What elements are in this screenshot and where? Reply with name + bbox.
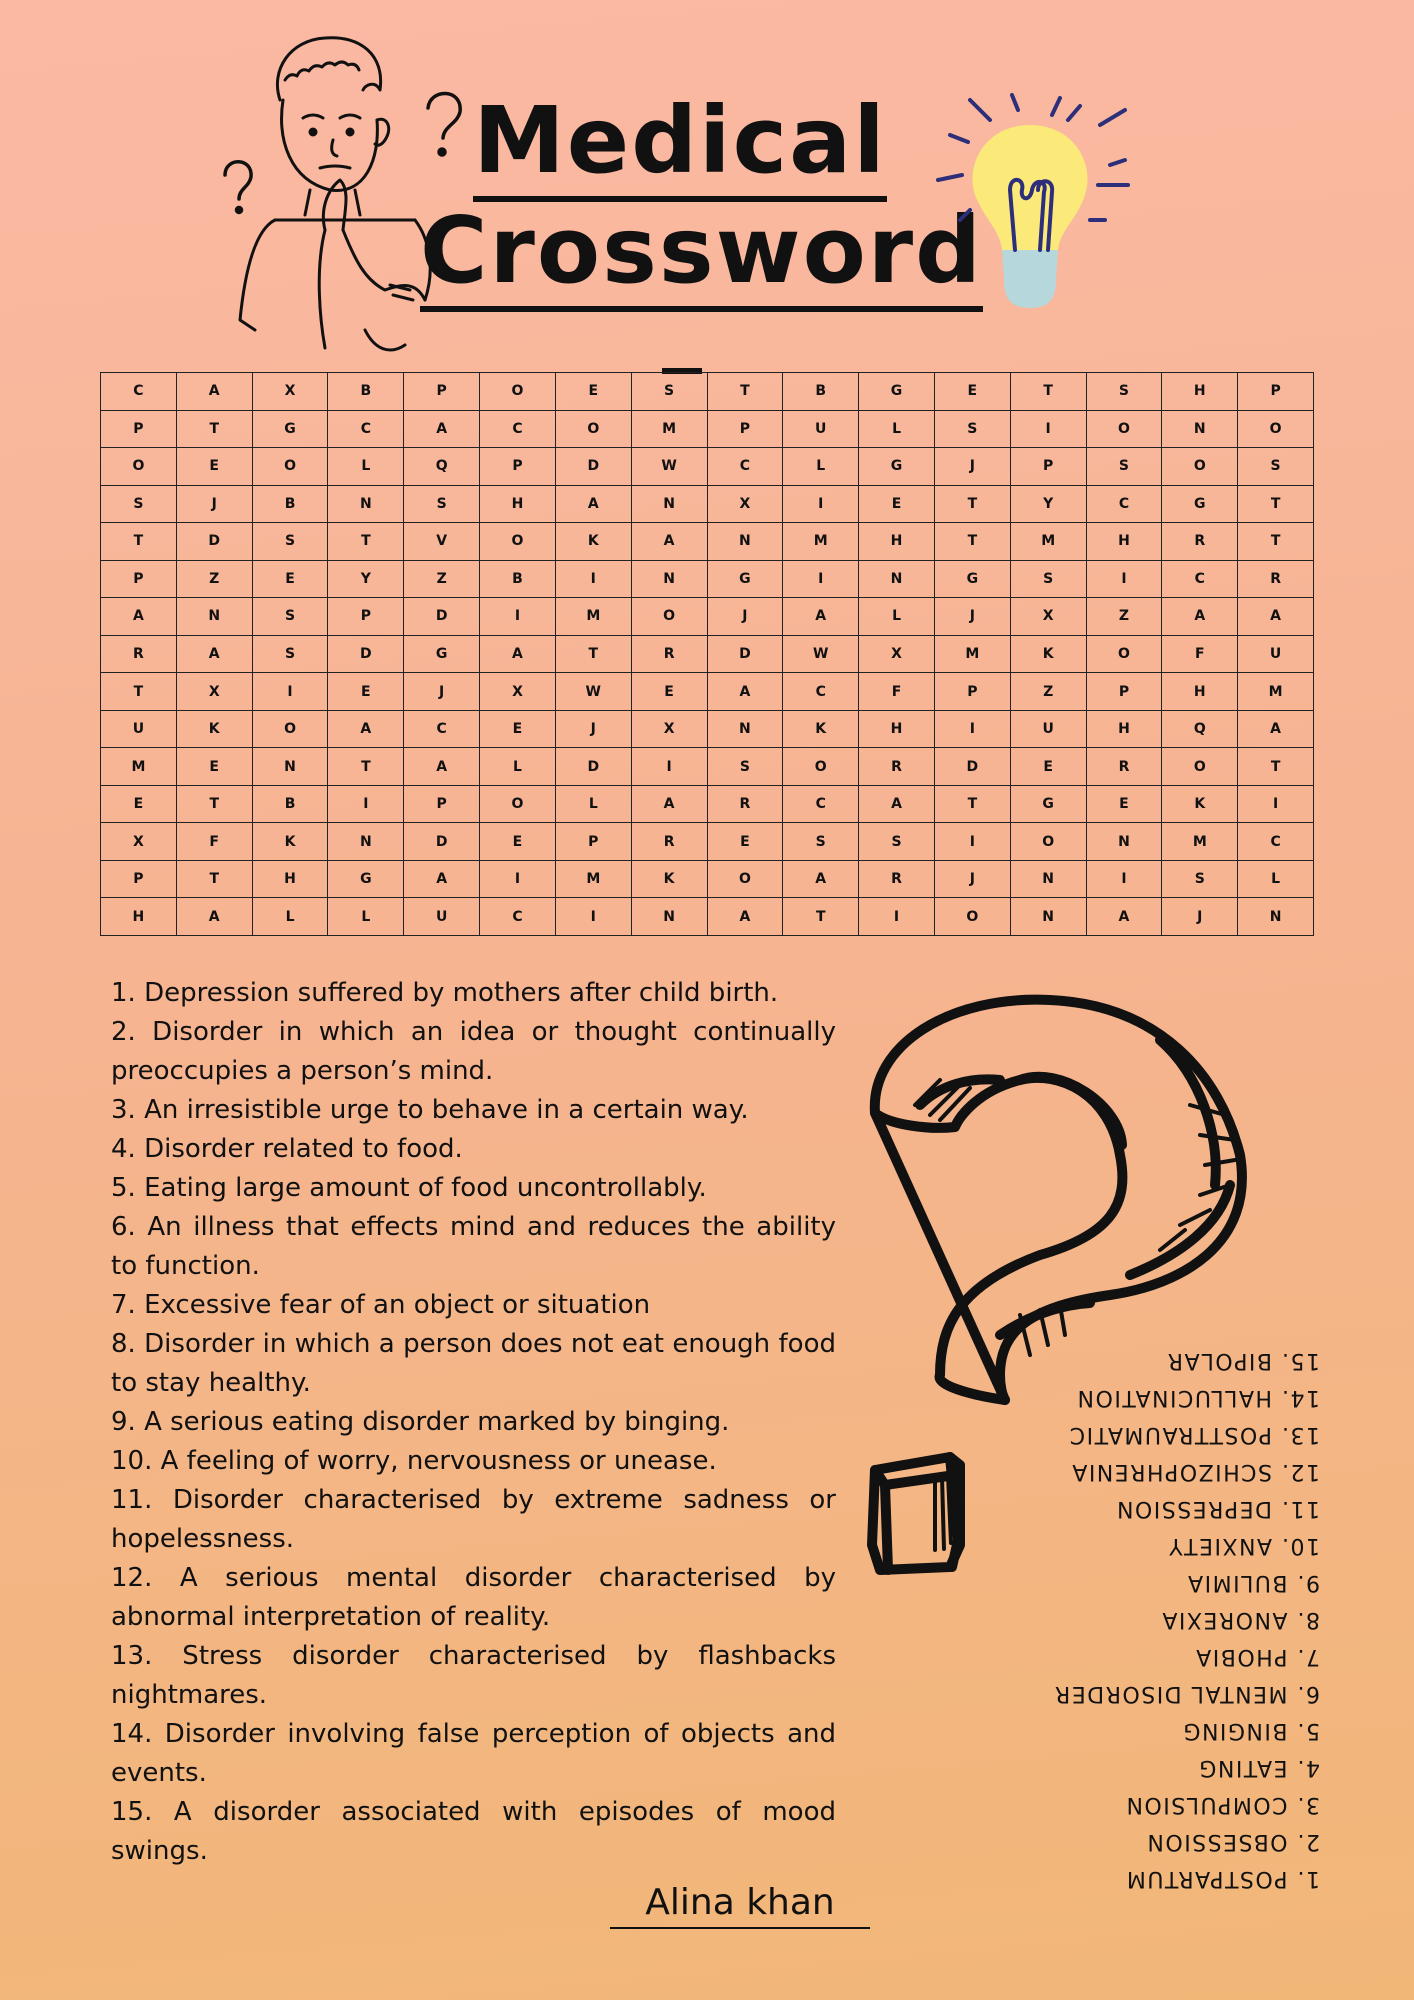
- grid-cell: S: [783, 823, 859, 861]
- clue-item: 11. Disorder characterised by extreme sadness or hopelessness.: [111, 1485, 836, 1554]
- grid-cell: X: [631, 710, 707, 748]
- grid-cell: E: [480, 710, 556, 748]
- grid-cell: D: [328, 635, 404, 673]
- answer-item: 12. SCHIZOPHRENIA: [1070, 1459, 1320, 1484]
- grid-row: [101, 748, 1314, 786]
- grid-cell: T: [176, 785, 252, 823]
- grid-cell: A: [1238, 710, 1314, 748]
- grid-cell: H: [480, 485, 556, 523]
- grid-cell: O: [934, 898, 1010, 936]
- grid-cell: J: [404, 673, 480, 711]
- grid-cell: E: [176, 448, 252, 486]
- grid-cell: H: [1162, 673, 1238, 711]
- grid-row: [101, 598, 1314, 636]
- grid-cell: X: [252, 373, 328, 411]
- clue-item: 9. A serious eating disorder marked by binging.: [111, 1407, 730, 1437]
- grid-cell: M: [1238, 673, 1314, 711]
- grid-cell: I: [783, 485, 859, 523]
- grid-cell: A: [176, 635, 252, 673]
- grid-row: [101, 635, 1314, 673]
- grid-cell: C: [1238, 823, 1314, 861]
- grid-cell: I: [631, 748, 707, 786]
- grid-cell: U: [404, 898, 480, 936]
- grid-cell: Z: [1086, 598, 1162, 636]
- grid-cell: H: [101, 898, 177, 936]
- grid-cell: L: [783, 448, 859, 486]
- grid-cell: I: [783, 560, 859, 598]
- answer-item: 5. BINGING: [1181, 1718, 1320, 1743]
- grid-cell: E: [859, 485, 935, 523]
- grid-cell: G: [934, 560, 1010, 598]
- grid-cell: C: [783, 785, 859, 823]
- grid-cell: S: [934, 410, 1010, 448]
- grid-cell: A: [707, 898, 783, 936]
- grid-cell: Z: [1010, 673, 1086, 711]
- grid-cell: I: [1086, 860, 1162, 898]
- answer-item: 1. POSTPARTUM: [1125, 1866, 1320, 1891]
- grid-row: [101, 373, 1314, 411]
- grid-cell: L: [480, 748, 556, 786]
- grid-cell: H: [252, 860, 328, 898]
- grid-cell: G: [1010, 785, 1086, 823]
- lightbulb-icon: [930, 90, 1140, 330]
- grid-cell: D: [404, 598, 480, 636]
- grid-cell: P: [1010, 448, 1086, 486]
- grid-cell: O: [707, 860, 783, 898]
- grid-cell: Y: [1010, 485, 1086, 523]
- grid-cell: A: [707, 673, 783, 711]
- grid-cell: S: [707, 748, 783, 786]
- grid-cell: I: [1010, 410, 1086, 448]
- grid-cell: M: [555, 860, 631, 898]
- grid-cell: T: [1238, 748, 1314, 786]
- grid-cell: E: [252, 560, 328, 598]
- grid-row: [101, 523, 1314, 561]
- grid-cell: G: [1162, 485, 1238, 523]
- answer-item: 8. ANOREXIA: [1160, 1607, 1320, 1632]
- grid-cell: L: [859, 410, 935, 448]
- grid-cell: A: [176, 898, 252, 936]
- grid-cell: T: [707, 373, 783, 411]
- grid-cell: S: [404, 485, 480, 523]
- grid-cell: E: [1086, 785, 1162, 823]
- grid-cell: R: [631, 635, 707, 673]
- grid-cell: R: [707, 785, 783, 823]
- grid-cell: O: [480, 523, 556, 561]
- title-line-1: Medical: [473, 87, 887, 202]
- grid-cell: T: [934, 785, 1010, 823]
- grid-cell: N: [631, 560, 707, 598]
- grid-row: [101, 448, 1314, 486]
- grid-cell: A: [859, 785, 935, 823]
- grid-cell: S: [1086, 448, 1162, 486]
- grid-cell: O: [1010, 823, 1086, 861]
- answer-item: 13. POSTTRAUMATIC: [1068, 1422, 1320, 1447]
- grid-cell: L: [859, 598, 935, 636]
- grid-cell: S: [859, 823, 935, 861]
- grid-cell: C: [707, 448, 783, 486]
- grid-cell: X: [859, 635, 935, 673]
- grid-cell: D: [404, 823, 480, 861]
- grid-cell: R: [859, 860, 935, 898]
- grid-cell: U: [1238, 635, 1314, 673]
- grid-cell: A: [631, 785, 707, 823]
- grid-cell: T: [101, 673, 177, 711]
- grid-cell: S: [252, 635, 328, 673]
- grid-cell: K: [1162, 785, 1238, 823]
- grid-cell: N: [631, 485, 707, 523]
- grid-cell: H: [859, 523, 935, 561]
- grid-cell: G: [859, 373, 935, 411]
- grid-row: [101, 785, 1314, 823]
- title-line-2: Crossword: [420, 197, 983, 312]
- grid-cell: X: [480, 673, 556, 711]
- grid-cell: N: [176, 598, 252, 636]
- grid-cell: E: [480, 823, 556, 861]
- grid-cell: C: [1162, 560, 1238, 598]
- grid-cell: L: [555, 785, 631, 823]
- grid-cell: R: [1086, 748, 1162, 786]
- grid-cell: J: [555, 710, 631, 748]
- grid-cell: M: [1162, 823, 1238, 861]
- grid-cell: P: [404, 785, 480, 823]
- grid-cell: O: [252, 710, 328, 748]
- grid-cell: S: [1086, 373, 1162, 411]
- grid-cell: D: [934, 748, 1010, 786]
- clue-item: 5. Eating large amount of food uncontrollably.: [111, 1173, 707, 1203]
- grid-cell: S: [1238, 448, 1314, 486]
- grid-cell: E: [328, 673, 404, 711]
- grid-cell: O: [783, 748, 859, 786]
- grid-cell: A: [404, 410, 480, 448]
- grid-cell: K: [631, 860, 707, 898]
- grid-cell: X: [176, 673, 252, 711]
- grid-cell: B: [252, 785, 328, 823]
- word-search-grid: [100, 372, 1314, 936]
- grid-cell: T: [934, 523, 1010, 561]
- clue-item: 12. A serious mental disorder characterised by abnormal interpretation of reality.: [111, 1563, 836, 1632]
- grid-cell: T: [101, 523, 177, 561]
- grid-cell: G: [859, 448, 935, 486]
- grid-cell: L: [252, 898, 328, 936]
- answer-item: 7. PHOBIA: [1194, 1644, 1320, 1669]
- answer-item: 6. MENTAL DISORDER: [1053, 1681, 1320, 1706]
- clue-item: 6. An illness that effects mind and reduces the ability to function.: [111, 1212, 836, 1281]
- grid-cell: N: [707, 523, 783, 561]
- grid-cell: N: [707, 710, 783, 748]
- grid-cell: C: [404, 710, 480, 748]
- grid-row: [101, 860, 1314, 898]
- clue-item: 2. Disorder in which an idea or thought continually preoccupies a person’s mind.: [111, 1017, 836, 1086]
- grid-cell: O: [101, 448, 177, 486]
- answer-item: 2. OBSESSION: [1145, 1829, 1320, 1854]
- grid-cell: I: [555, 560, 631, 598]
- answer-item: 4. EATING: [1197, 1755, 1320, 1780]
- grid-cell: A: [404, 860, 480, 898]
- grid-cell: J: [934, 598, 1010, 636]
- grid-row: [101, 710, 1314, 748]
- grid-cell: T: [328, 523, 404, 561]
- grid-cell: B: [328, 373, 404, 411]
- grid-cell: E: [555, 373, 631, 411]
- grid-cell: K: [252, 823, 328, 861]
- grid-cell: I: [480, 598, 556, 636]
- grid-cell: B: [783, 373, 859, 411]
- grid-cell: G: [252, 410, 328, 448]
- grid-row: [101, 823, 1314, 861]
- grid-cell: I: [1086, 560, 1162, 598]
- grid-cell: C: [480, 898, 556, 936]
- grid-cell: O: [555, 410, 631, 448]
- grid-cell: M: [934, 635, 1010, 673]
- grid-cell: B: [252, 485, 328, 523]
- grid-cell: Z: [176, 560, 252, 598]
- grid-cell: C: [1086, 485, 1162, 523]
- grid-cell: S: [252, 598, 328, 636]
- grid-cell: F: [859, 673, 935, 711]
- clue-item: 13. Stress disorder characterised by flashbacks nightmares.: [111, 1641, 836, 1710]
- grid-cell: A: [176, 373, 252, 411]
- grid-cell: N: [859, 560, 935, 598]
- grid-cell: P: [101, 860, 177, 898]
- grid-cell: X: [707, 485, 783, 523]
- grid-cell: I: [934, 823, 1010, 861]
- grid-cell: A: [1238, 598, 1314, 636]
- clue-item: 8. Disorder in which a person does not eat enough food to stay healthy.: [111, 1329, 836, 1398]
- grid-cell: P: [934, 673, 1010, 711]
- grid-cell: A: [1162, 598, 1238, 636]
- answer-item: 3. COMPULSION: [1125, 1792, 1320, 1817]
- grid-cell: L: [328, 898, 404, 936]
- grid-cell: T: [176, 860, 252, 898]
- grid-cell: O: [631, 598, 707, 636]
- grid-cell: I: [555, 898, 631, 936]
- grid-cell: F: [1162, 635, 1238, 673]
- grid-cell: N: [1086, 823, 1162, 861]
- clue-item: 7. Excessive fear of an object or situation: [111, 1290, 651, 1320]
- grid-cell: X: [1010, 598, 1086, 636]
- grid-cell: H: [1162, 373, 1238, 411]
- grid-cell: N: [328, 823, 404, 861]
- answer-item: 15. BIPOLAR: [1166, 1348, 1320, 1373]
- grid-cell: I: [859, 898, 935, 936]
- grid-cell: R: [101, 635, 177, 673]
- grid-cell: M: [783, 523, 859, 561]
- grid-cell: A: [404, 748, 480, 786]
- grid-cell: Q: [404, 448, 480, 486]
- grid-cell: N: [631, 898, 707, 936]
- grid-cell: I: [480, 860, 556, 898]
- clue-item: 15. A disorder associated with episodes of mood swings.: [111, 1797, 836, 1866]
- grid-cell: H: [1086, 710, 1162, 748]
- grid-cell: A: [631, 523, 707, 561]
- grid-cell: G: [328, 860, 404, 898]
- clue-item: 10. A feeling of worry, nervousness or unease.: [111, 1446, 717, 1476]
- clue-item: 4. Disorder related to food.: [111, 1134, 463, 1164]
- grid-cell: F: [176, 823, 252, 861]
- grid-cell: K: [1010, 635, 1086, 673]
- grid-cell: H: [1086, 523, 1162, 561]
- grid-cell: T: [934, 485, 1010, 523]
- grid-cell: O: [480, 373, 556, 411]
- grid-cell: Y: [328, 560, 404, 598]
- grid-cell: P: [404, 373, 480, 411]
- grid-row: [101, 898, 1314, 936]
- grid-cell: S: [101, 485, 177, 523]
- grid-cell: A: [480, 635, 556, 673]
- grid-cell: T: [328, 748, 404, 786]
- clue-item: 14. Disorder involving false perception of objects and events.: [111, 1719, 836, 1788]
- grid-row: [101, 560, 1314, 598]
- grid-cell: I: [252, 673, 328, 711]
- grid-cell: T: [1238, 523, 1314, 561]
- grid-cell: L: [328, 448, 404, 486]
- grid-cell: E: [1010, 748, 1086, 786]
- grid-cell: V: [404, 523, 480, 561]
- grid-cell: D: [555, 748, 631, 786]
- grid-cell: A: [555, 485, 631, 523]
- answer-item: 10. ANXIETY: [1167, 1533, 1320, 1558]
- grid-cell: N: [1010, 898, 1086, 936]
- grid-cell: E: [631, 673, 707, 711]
- grid-cell: R: [859, 748, 935, 786]
- grid-cell: T: [1010, 373, 1086, 411]
- grid-cell: E: [101, 785, 177, 823]
- grid-cell: P: [707, 410, 783, 448]
- grid-cell: O: [1086, 410, 1162, 448]
- grid-cell: C: [328, 410, 404, 448]
- grid-cell: W: [783, 635, 859, 673]
- grid-cell: X: [101, 823, 177, 861]
- grid-cell: T: [555, 635, 631, 673]
- grid-cell: T: [1238, 485, 1314, 523]
- grid-cell: O: [1238, 410, 1314, 448]
- grid-cell: M: [101, 748, 177, 786]
- grid-cell: P: [328, 598, 404, 636]
- grid-cell: O: [1162, 748, 1238, 786]
- grid-cell: S: [631, 373, 707, 411]
- grid-cell: E: [934, 373, 1010, 411]
- grid-cell: E: [707, 823, 783, 861]
- grid-cell: N: [1238, 898, 1314, 936]
- grid-cell: A: [783, 598, 859, 636]
- grid-cell: G: [707, 560, 783, 598]
- author-name: Alina khan: [610, 1882, 870, 1929]
- grid-cell: K: [176, 710, 252, 748]
- grid-cell: T: [176, 410, 252, 448]
- grid-cell: U: [1010, 710, 1086, 748]
- grid-cell: P: [555, 823, 631, 861]
- clue-item: 3. An irresistible urge to behave in a certain way.: [111, 1095, 749, 1125]
- answer-item: 14. HALLUCINATION: [1076, 1385, 1320, 1410]
- grid-cell: P: [1238, 373, 1314, 411]
- grid-cell: L: [1238, 860, 1314, 898]
- grid-cell: C: [480, 410, 556, 448]
- grid-cell: J: [934, 448, 1010, 486]
- grid-cell: D: [176, 523, 252, 561]
- grid-cell: H: [859, 710, 935, 748]
- grid-cell: A: [101, 598, 177, 636]
- answer-item: 11. DEPRESSION: [1115, 1496, 1320, 1521]
- grid-cell: N: [252, 748, 328, 786]
- grid-cell: J: [707, 598, 783, 636]
- grid-cell: S: [1010, 560, 1086, 598]
- grid-cell: B: [480, 560, 556, 598]
- grid-cell: C: [101, 373, 177, 411]
- grid-cell: P: [101, 560, 177, 598]
- grid-cell: T: [783, 898, 859, 936]
- grid-cell: W: [555, 673, 631, 711]
- grid-cell: O: [1086, 635, 1162, 673]
- grid-cell: P: [480, 448, 556, 486]
- grid-cell: Q: [1162, 710, 1238, 748]
- clue-item: 1. Depression suffered by mothers after child birth.: [111, 978, 779, 1008]
- answer-key: [1030, 1342, 1320, 1897]
- grid-cell: E: [176, 748, 252, 786]
- grid-cell: D: [707, 635, 783, 673]
- grid-cell: K: [783, 710, 859, 748]
- grid-cell: M: [631, 410, 707, 448]
- page-title: [420, 87, 984, 389]
- grid-cell: N: [1162, 410, 1238, 448]
- grid-cell: W: [631, 448, 707, 486]
- grid-cell: S: [1162, 860, 1238, 898]
- grid-cell: N: [328, 485, 404, 523]
- grid-cell: U: [101, 710, 177, 748]
- grid-cell: K: [555, 523, 631, 561]
- grid-cell: C: [783, 673, 859, 711]
- grid-cell: O: [1162, 448, 1238, 486]
- grid-cell: M: [1010, 523, 1086, 561]
- grid-cell: A: [783, 860, 859, 898]
- grid-row: [101, 485, 1314, 523]
- grid-cell: D: [555, 448, 631, 486]
- grid-cell: I: [1238, 785, 1314, 823]
- grid-cell: Z: [404, 560, 480, 598]
- grid-row: [101, 410, 1314, 448]
- answer-item: 9. BULIMIA: [1186, 1570, 1320, 1595]
- grid-cell: O: [480, 785, 556, 823]
- grid-cell: J: [176, 485, 252, 523]
- grid-cell: R: [1238, 560, 1314, 598]
- grid-cell: P: [1086, 673, 1162, 711]
- grid-cell: R: [1162, 523, 1238, 561]
- grid-cell: A: [1086, 898, 1162, 936]
- grid-cell: I: [934, 710, 1010, 748]
- grid-cell: A: [328, 710, 404, 748]
- grid-cell: P: [101, 410, 177, 448]
- grid-cell: N: [1010, 860, 1086, 898]
- grid-row: [101, 673, 1314, 711]
- grid-cell: O: [252, 448, 328, 486]
- grid-cell: M: [555, 598, 631, 636]
- grid-cell: I: [328, 785, 404, 823]
- clue-list: [111, 974, 836, 1871]
- grid-cell: J: [1162, 898, 1238, 936]
- grid-cell: U: [783, 410, 859, 448]
- grid-cell: J: [934, 860, 1010, 898]
- grid-cell: S: [252, 523, 328, 561]
- grid-cell: G: [404, 635, 480, 673]
- grid-cell: R: [631, 823, 707, 861]
